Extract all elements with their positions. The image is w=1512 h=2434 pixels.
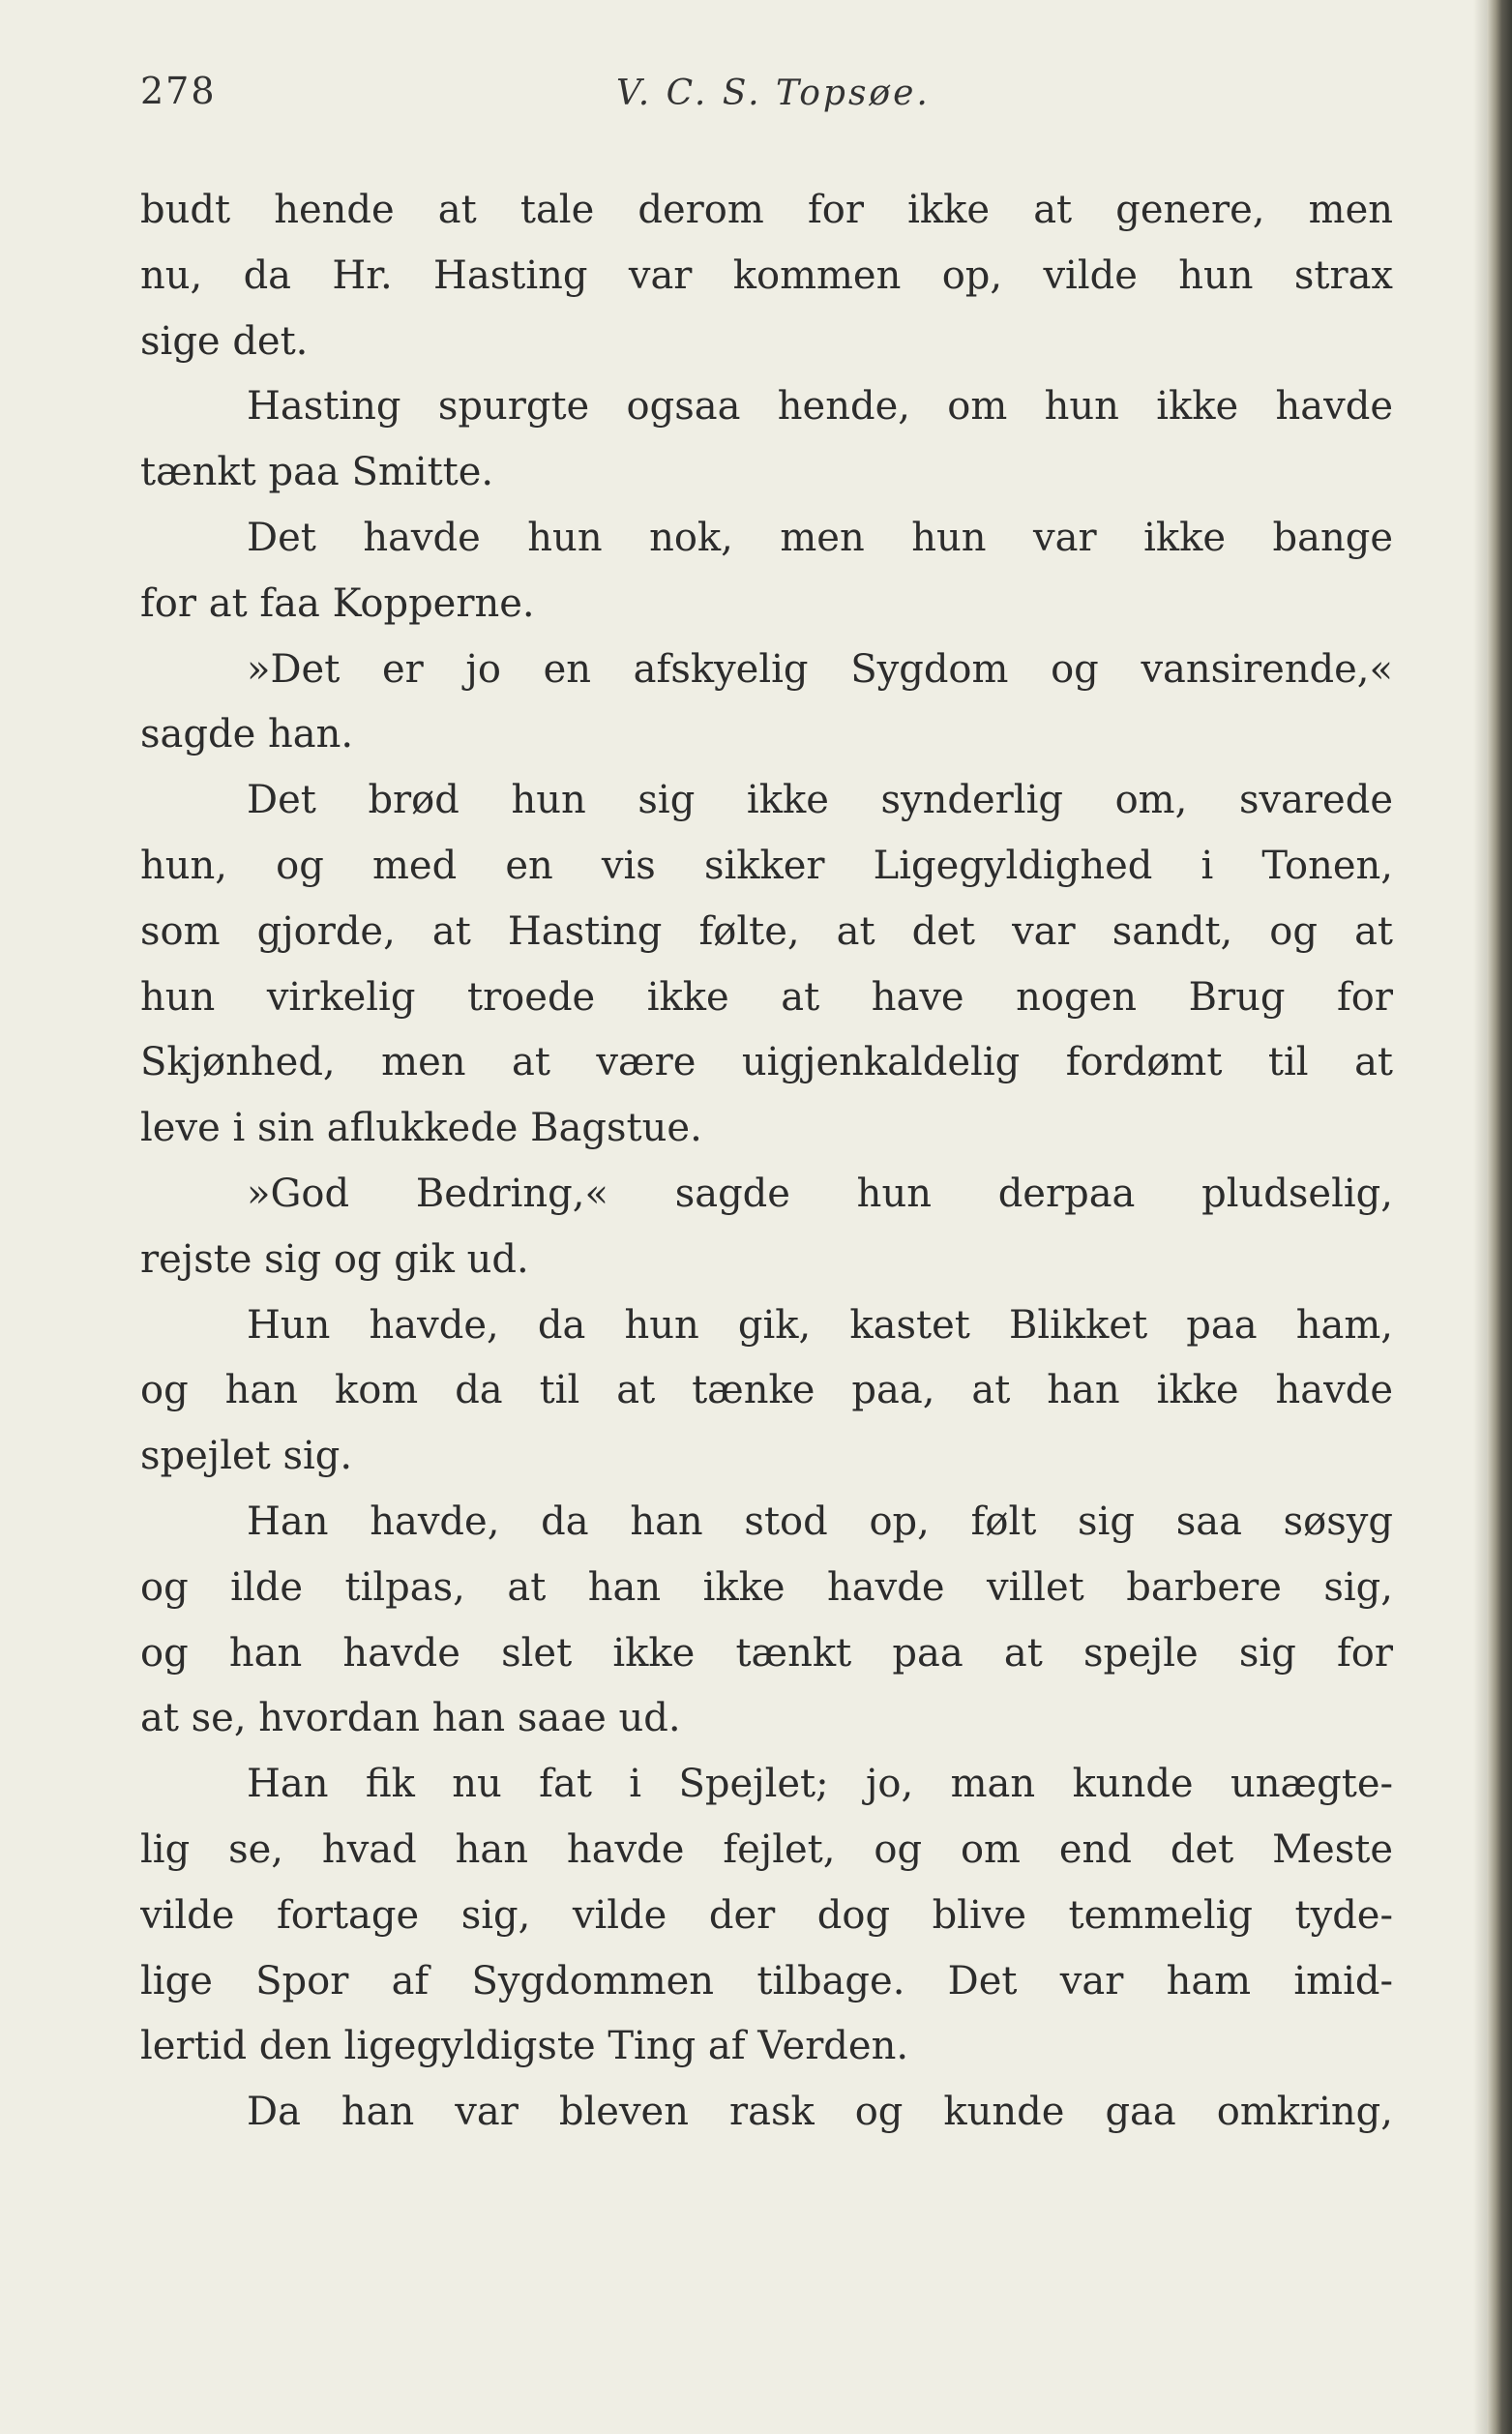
text-line: »Det er jo en afskyelig Sygdom og vansirende,« — [247, 646, 1393, 692]
text-line: Da han var bleven rask og kunde gaa omkring, — [247, 2090, 1393, 2135]
text-line: spejlet sig. — [140, 1434, 353, 1479]
text-line: sagde han. — [140, 712, 354, 757]
text-line: som gjorde, at Hasting følte, at det var sandt, og at — [140, 908, 1393, 954]
body-text — [140, 178, 1393, 2146]
text-line: at se, hvordan han saae ud. — [140, 1696, 681, 1741]
page-header — [140, 70, 1398, 128]
text-line: Skjønhed, men at være uigjenkaldelig fordømt til at — [140, 1040, 1393, 1085]
text-line: sige det. — [140, 318, 309, 364]
text-line: tænkt paa Smitte. — [140, 450, 494, 495]
text-line: rejste sig og gik ud. — [140, 1236, 529, 1282]
text-line: lig se, hvad han havde fejlet, og om end det Meste — [140, 1826, 1393, 1872]
text-line: »God Bedring,« sagde hun derpaa pludselig, — [247, 1171, 1393, 1216]
text-line: Han havde, da han stod op, følt sig saa søsyg — [247, 1499, 1393, 1544]
page-edge — [1487, 0, 1512, 2434]
text-line: og han havde slet ikke tænkt paa at spejle sig for — [140, 1630, 1393, 1676]
text-line: og han kom da til at tænke paa, at han ikke havde — [140, 1368, 1393, 1413]
text-line: for at faa Kopperne. — [140, 580, 535, 626]
text-line: og ilde tilpas, at han ikke havde villet barbere sig, — [140, 1564, 1393, 1610]
running-head: V. C. S. Topsøe. — [616, 74, 931, 113]
text-line: lertid den ligegyldigste Ting af Verden. — [140, 2024, 909, 2069]
text-line: Det brød hun sig ikke synderlig om, svarede — [247, 778, 1393, 823]
text-line: Hasting spurgte ogsaa hende, om hun ikke havde — [247, 384, 1393, 430]
text-line: Han fik nu fat i Spejlet; jo, man kunde unægte- — [247, 1762, 1393, 1807]
text-line: leve i sin aflukkede Bagstue. — [140, 1106, 702, 1151]
text-line: vilde fortage sig, vilde der dog blive temmelig tyde- — [140, 1892, 1393, 1938]
text-line: nu, da Hr. Hasting var kommen op, vilde hun strax — [140, 252, 1393, 298]
text-line: budt hende at tale derom for ikke at genere, men — [140, 188, 1393, 232]
text-line: Det havde hun nok, men hun var ikke bange — [247, 515, 1393, 560]
page-edge-shadow — [1473, 0, 1487, 2434]
text-line: hun, og med en vis sikker Ligegyldighed i Tonen, — [140, 843, 1393, 888]
page-number: 278 — [140, 70, 217, 112]
text-line: lige Spor af Sygdommen tilbage. Det var ham imid- — [140, 1958, 1393, 2004]
text-line: Hun havde, da hun gik, kastet Blikket paa ham, — [247, 1302, 1393, 1348]
text-line: hun virkelig troede ikke at have nogen Brug for — [140, 974, 1393, 1020]
